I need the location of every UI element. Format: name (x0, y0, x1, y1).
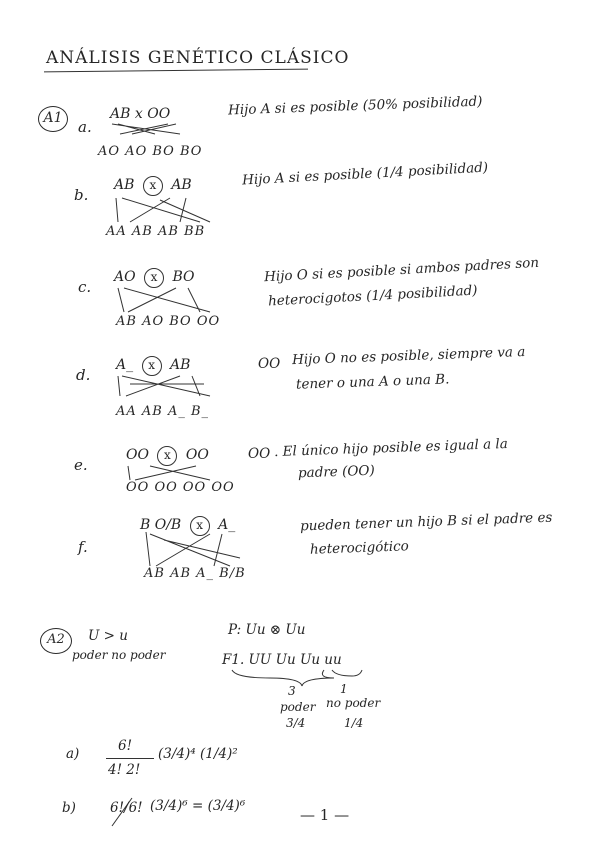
a2-ratio-left: 3 (288, 684, 296, 698)
a2-pheno-left: poder (280, 700, 316, 714)
item-c-right: BO (172, 269, 195, 285)
item-b-note: Hijo A si es posible (1/4 posibilidad) (241, 159, 489, 189)
item-e-note-1: . El único hijo posible es igual a la (273, 435, 509, 461)
a2-pheno-right: no poder (326, 696, 381, 710)
a2-prob-left: 3/4 (286, 716, 306, 730)
item-f-right: A_ (218, 517, 236, 533)
item-d-right: AB (170, 357, 191, 373)
item-a-right: OO (147, 106, 171, 122)
item-b-letter: b. (74, 186, 89, 204)
part-a-numerator: 6! (118, 738, 133, 754)
item-d-note-2: tener o una A o una B. (295, 371, 450, 393)
a2-relation: U > u (88, 628, 128, 644)
item-e-cross (126, 446, 209, 466)
item-c-cross (114, 268, 195, 288)
page-number: — 1 — (300, 806, 350, 824)
page-title: ANÁLISIS GENÉTICO CLÁSICO (46, 48, 350, 68)
item-d-operator: x (142, 356, 162, 376)
a2-legend: poder no poder (72, 648, 166, 662)
part-b-label: b) (62, 800, 76, 816)
item-d-cross (116, 356, 190, 376)
item-d-prefix: OO (258, 356, 281, 372)
item-f-left: B O/B (140, 517, 182, 533)
section-a2-label: A2 (47, 632, 65, 647)
part-b-fraction: 6!/6! (110, 800, 143, 816)
item-c-letter: c. (78, 278, 92, 296)
item-f-note-2: heterocigótico (309, 538, 410, 558)
a2-f1: F1. UU Uu Uu uu (222, 652, 342, 668)
item-c-note-1: Hijo O si es posible si ambos padres son (263, 254, 540, 286)
item-a-offspring: AO AO BO BO (98, 144, 203, 159)
item-a-cross (110, 106, 170, 122)
item-c-left: AO (114, 269, 136, 285)
item-e-offspring: OO OO OO OO (126, 480, 235, 495)
part-a-terms: (3/4)⁴ (1/4)² (158, 746, 238, 762)
a2-prob-right: 1/4 (344, 716, 364, 730)
item-f-letter: f. (78, 538, 88, 556)
item-f-operator: x (190, 516, 210, 536)
a2-p-cross: P: Uu ⊗ Uu (228, 622, 306, 638)
item-e-right: OO (185, 447, 209, 463)
item-c-offspring: AB AO BO OO (116, 314, 221, 329)
item-b-cross (114, 176, 192, 196)
section-a2-marker (40, 628, 72, 654)
item-e-letter: e. (74, 456, 88, 474)
part-a-label: a) (66, 746, 80, 762)
item-e-prefix: OO (248, 446, 271, 462)
item-c-operator: x (144, 268, 164, 288)
item-a-operator: x (134, 106, 143, 122)
item-a-note: Hijo A si es posible (50% posibilidad) (227, 93, 483, 119)
item-f-cross (140, 516, 235, 536)
item-b-offspring: AA AB AB BB (106, 224, 206, 239)
item-e-left: OO (126, 447, 149, 463)
item-e-note-2: padre (OO) (297, 462, 376, 482)
item-d-left: A_ (116, 357, 134, 373)
item-c-note-2: heterocigotos (1/4 posibilidad) (267, 282, 478, 310)
item-b-right: AB (171, 177, 192, 193)
item-d-note-1: Hijo O no es posible, siempre va a (291, 343, 526, 369)
item-d-letter: d. (76, 366, 91, 384)
part-b-terms: (3/4)⁶ = (3/4)⁶ (150, 798, 246, 814)
section-a1-label: A1 (43, 110, 63, 126)
item-a-left: AB (110, 106, 131, 122)
item-f-offspring: AB AB A_ B/B (144, 566, 246, 581)
a2-ratio-right: 1 (340, 682, 348, 696)
part-a-fraction-bar (106, 758, 154, 759)
item-e-operator: x (157, 446, 177, 466)
item-f-note-1: pueden tener un hijo B si el padre es (299, 509, 553, 535)
item-a-letter: a. (78, 118, 92, 136)
item-d-offspring: AA AB A_ B_ (116, 404, 210, 419)
item-b-operator: x (143, 176, 163, 196)
part-a-denominator: 4! 2! (108, 762, 141, 778)
item-b-left: AB (114, 177, 135, 193)
